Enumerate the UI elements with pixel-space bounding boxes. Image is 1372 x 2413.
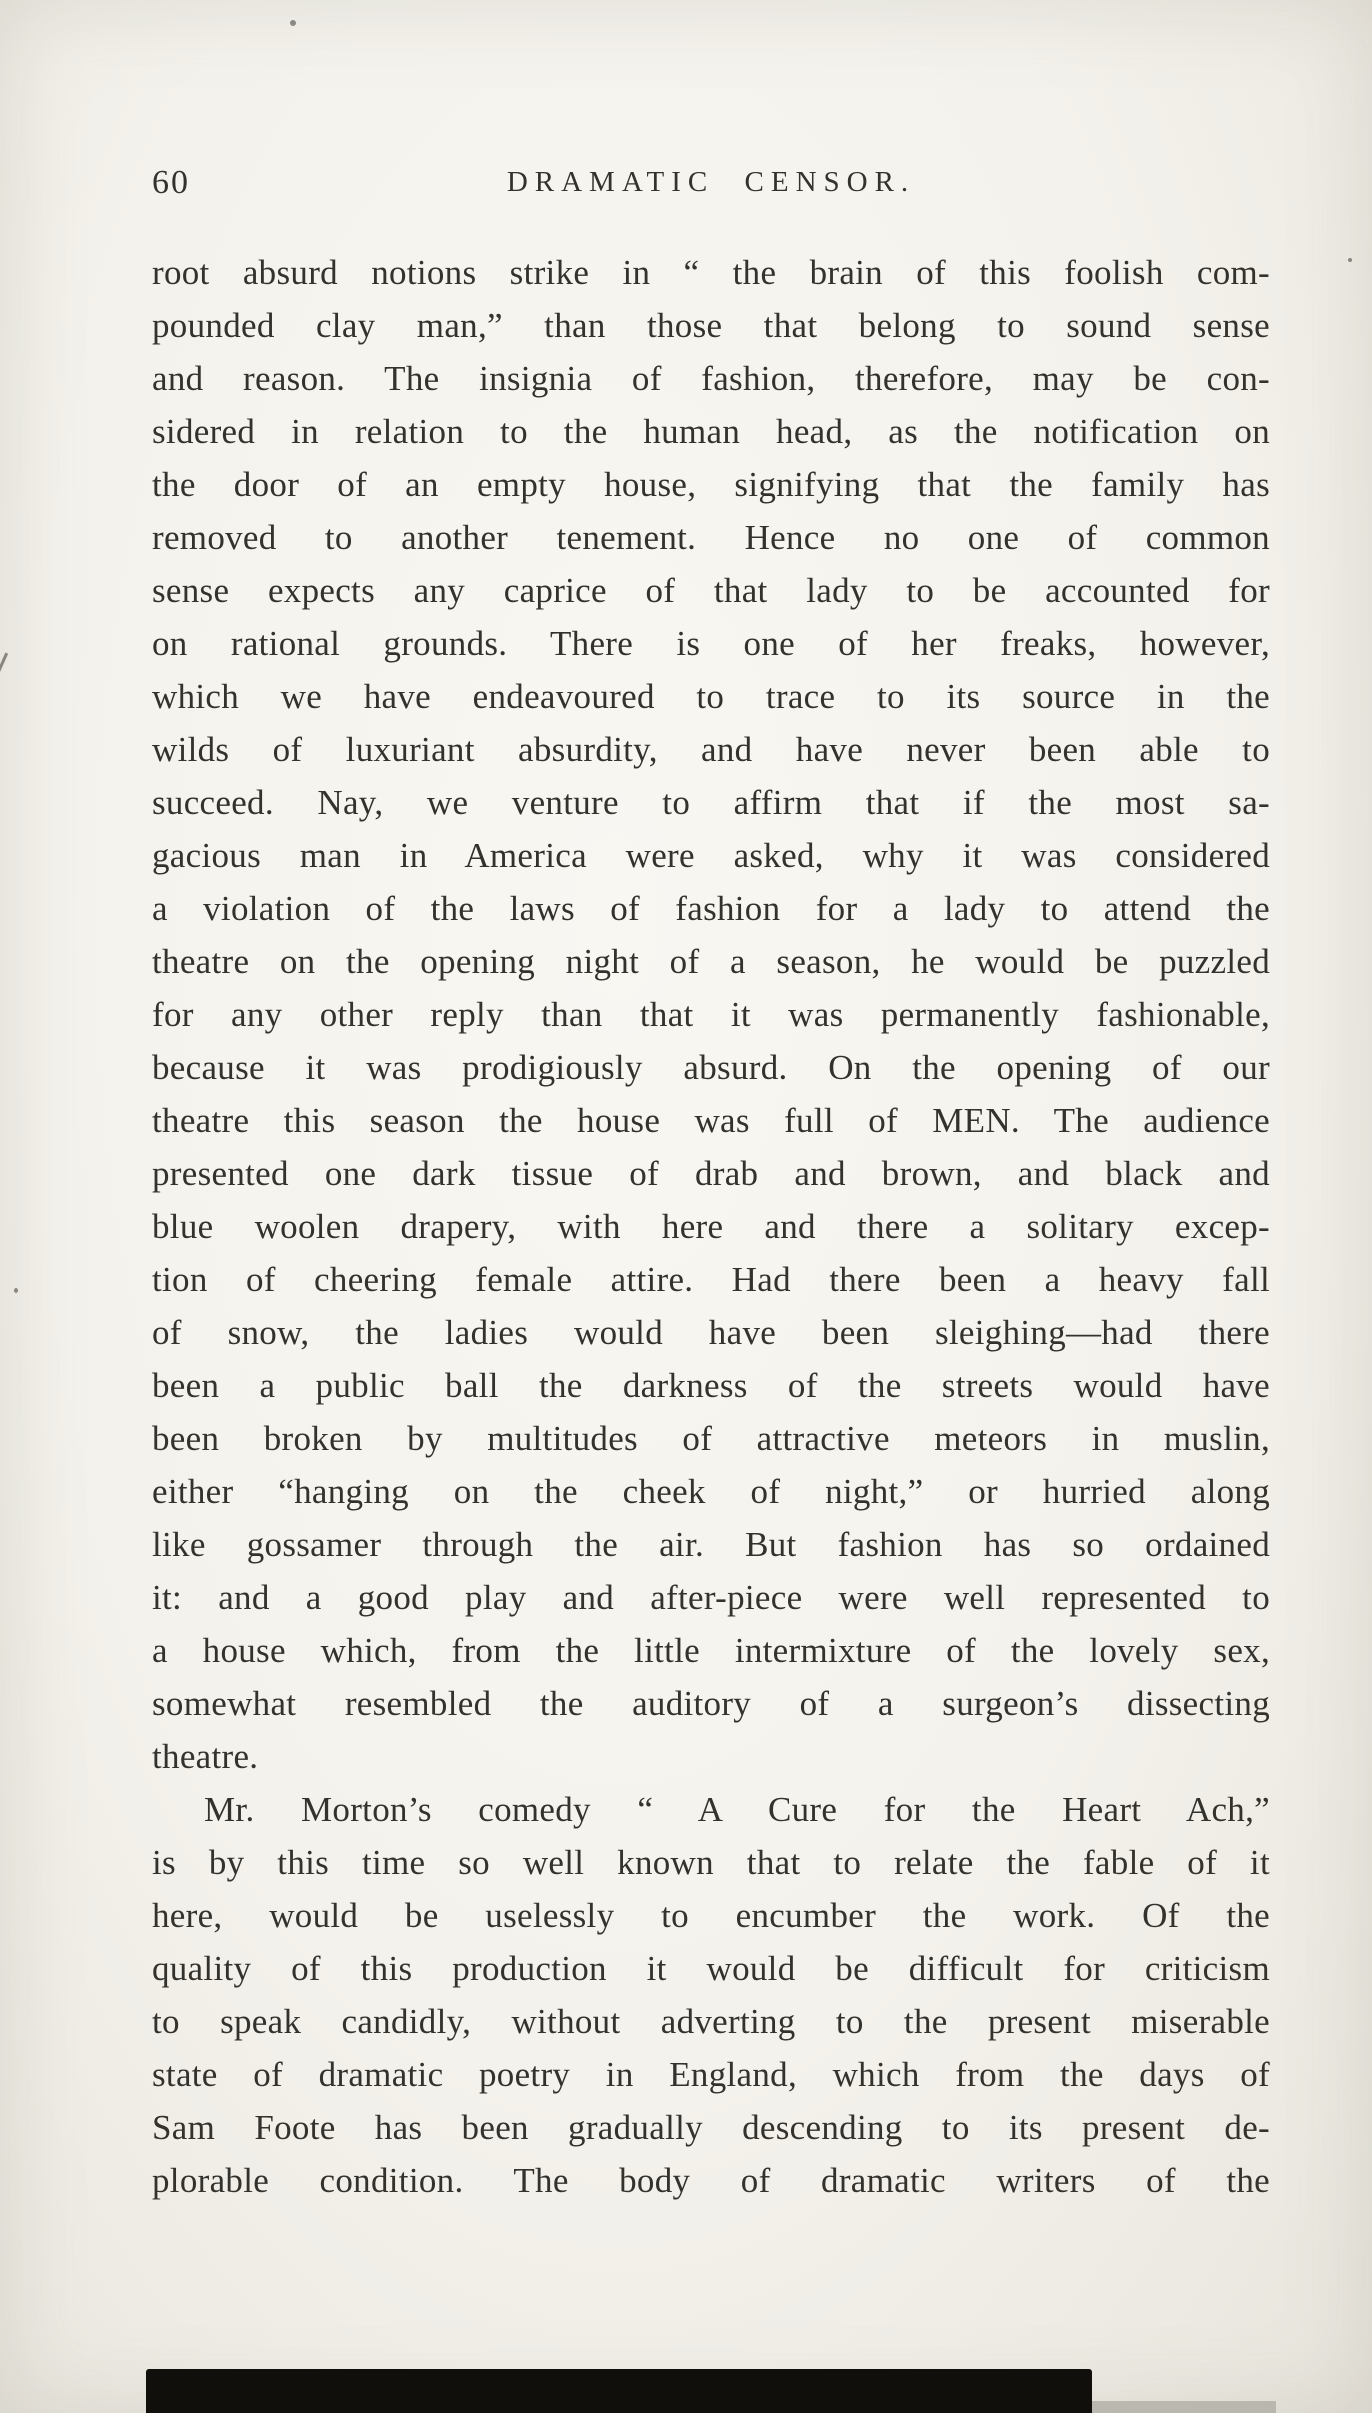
text-line: been a public ball the darkness of the streets would have bbox=[152, 1366, 1270, 1405]
page-number: 60 bbox=[152, 164, 190, 201]
text-line: and reason. The insignia of fashion, therefore, may be con- bbox=[152, 359, 1270, 398]
scan-speck bbox=[14, 1288, 18, 1293]
text-block bbox=[152, 246, 1270, 2207]
scan-speck bbox=[1348, 258, 1352, 262]
text-line: because it was prodigiously absurd. On the opening of our bbox=[152, 1048, 1270, 1087]
page-header bbox=[152, 162, 1270, 208]
text-line: pounded clay man,” than those that belong to sound sense bbox=[152, 306, 1270, 345]
paragraph bbox=[152, 1783, 1270, 2207]
text-line: theatre on the opening night of a season, he would be puzzled bbox=[152, 942, 1270, 981]
scan-speck bbox=[290, 20, 296, 26]
text-line: the door of an empty house, signifying that the family has bbox=[152, 465, 1270, 504]
text-line: a violation of the laws of fashion for a lady to attend the bbox=[152, 889, 1270, 928]
text-line: a house which, from the little intermixture of the lovely sex, bbox=[152, 1631, 1270, 1670]
text-line: here, would be uselessly to encumber the work. Of the bbox=[152, 1896, 1270, 1935]
text-line: it: and a good play and after-piece were well represented to bbox=[152, 1578, 1270, 1617]
scan-artifact-bar-tail bbox=[1092, 2401, 1276, 2413]
text-line: blue woolen drapery, with here and there a solitary excep- bbox=[152, 1207, 1270, 1246]
text-line: tion of cheering female attire. Had there been a heavy fall bbox=[152, 1260, 1270, 1299]
text-line: is by this time so well known that to relate the fable of it bbox=[152, 1843, 1270, 1882]
text-line: sidered in relation to the human head, as the notification on bbox=[152, 412, 1270, 451]
text-line: theatre this season the house was full of MEN. The audience bbox=[152, 1101, 1270, 1140]
text-line: state of dramatic poetry in England, which from the days of bbox=[152, 2055, 1270, 2094]
text-line: theatre. bbox=[152, 1737, 259, 1776]
text-line: to speak candidly, without adverting to the present miserable bbox=[152, 2002, 1270, 2041]
text-line: wilds of luxuriant absurdity, and have never been able to bbox=[152, 730, 1270, 769]
text-line: been broken by multitudes of attractive meteors in muslin, bbox=[152, 1419, 1270, 1458]
text-line: like gossamer through the air. But fashion has so ordained bbox=[152, 1525, 1270, 1564]
scan-artifact-bar bbox=[146, 2369, 1092, 2413]
text-line: Mr. Morton’s comedy “ A Cure for the Heart Ach,” bbox=[204, 1790, 1270, 1829]
paragraph bbox=[152, 246, 1270, 1783]
text-line: Sam Foote has been gradually descending to its present de- bbox=[152, 2108, 1270, 2147]
running-title: DRAMATIC CENSOR. bbox=[506, 166, 916, 198]
text-line: quality of this production it would be difficult for criticism bbox=[152, 1949, 1270, 1988]
text-line: for any other reply than that it was permanently fashionable, bbox=[152, 995, 1270, 1034]
text-line: somewhat resembled the auditory of a surgeon’s dissecting bbox=[152, 1684, 1270, 1723]
text-line: of snow, the ladies would have been sleighing—had there bbox=[152, 1313, 1270, 1352]
scan-edge-mark bbox=[0, 653, 8, 678]
text-line: sense expects any caprice of that lady to be accounted for bbox=[152, 571, 1270, 610]
text-line: root absurd notions strike in “ the brain of this foolish com- bbox=[152, 253, 1270, 292]
text-line: presented one dark tissue of drab and brown, and black and bbox=[152, 1154, 1270, 1193]
text-line: on rational grounds. There is one of her freaks, however, bbox=[152, 624, 1270, 663]
text-line: which we have endeavoured to trace to its source in the bbox=[152, 677, 1270, 716]
text-line: succeed. Nay, we venture to affirm that if the most sa- bbox=[152, 783, 1270, 822]
text-line: removed to another tenement. Hence no one of common bbox=[152, 518, 1270, 557]
text-line: either “hanging on the cheek of night,” or hurried along bbox=[152, 1472, 1270, 1511]
text-line: gacious man in America were asked, why it was considered bbox=[152, 836, 1270, 875]
text-line: plorable condition. The body of dramatic writers of the bbox=[152, 2161, 1270, 2200]
